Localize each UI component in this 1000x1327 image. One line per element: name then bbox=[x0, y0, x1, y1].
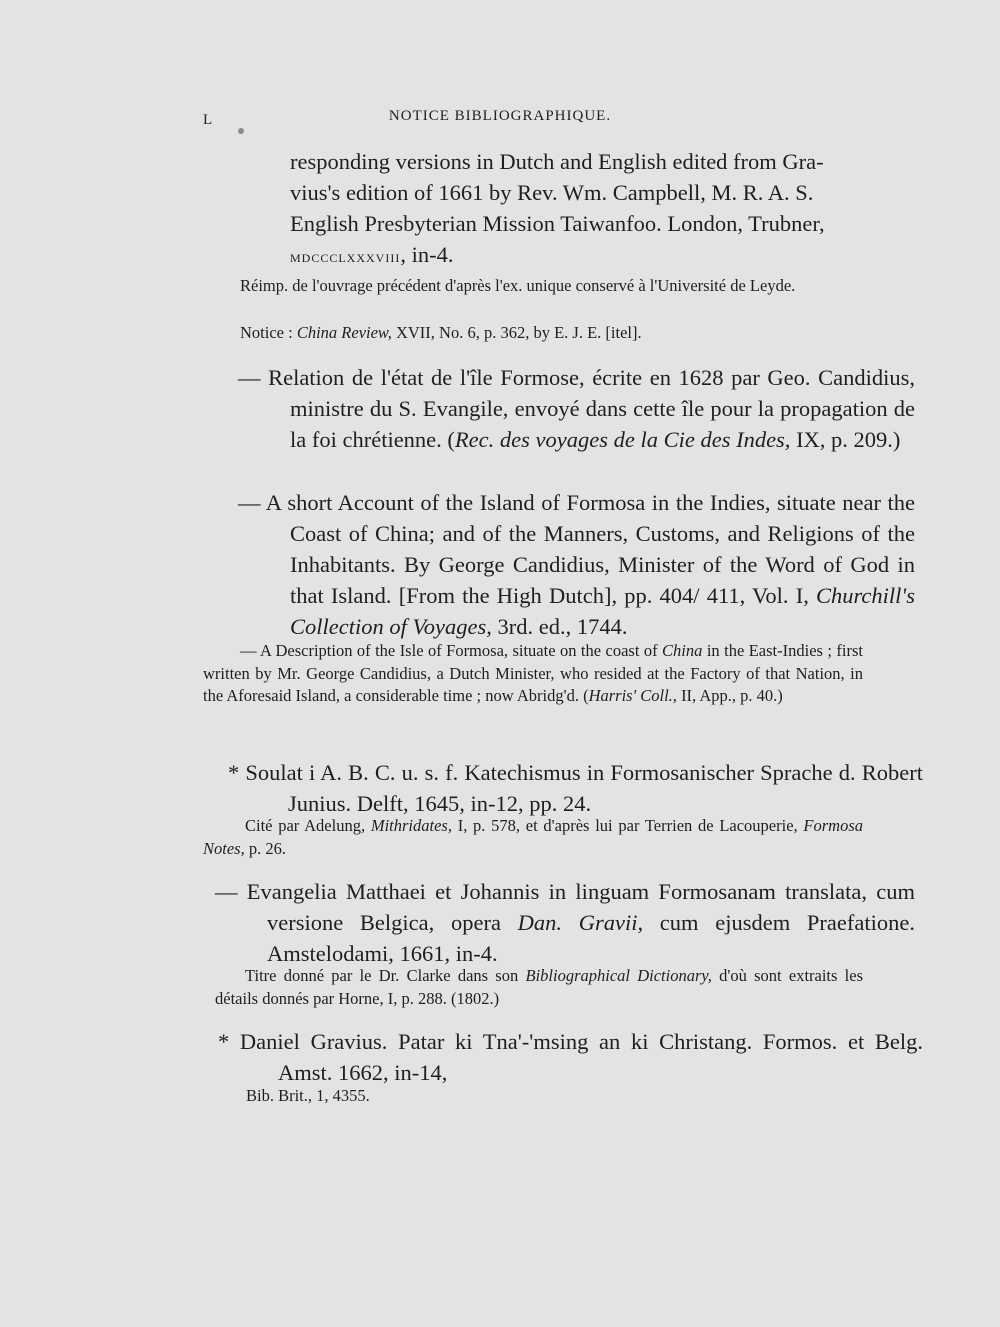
entry-continuation-line-1: responding versions in Dutch and English edited from Gra- bbox=[290, 149, 824, 174]
notice-label: Notice : bbox=[240, 323, 297, 342]
adelung-note-text: Cité par Adelung, bbox=[245, 816, 371, 835]
entry-relation-source: Rec. des voyages de la Cie des Indes, bbox=[454, 427, 791, 452]
entry-relation-text: — Relation de l'état de l'île Formose, écrite en 1628 par Geo. Candidius, ministre du S. Evangile, envoyé dans cette île pour la propagation de la foi chrétienne. ( bbox=[238, 365, 915, 452]
clarke-note bbox=[215, 965, 863, 1010]
clarke-note-work: Bibliographical Dictionary, bbox=[525, 966, 712, 985]
entry-short-account-source: Churchill's Collection of Voyages, bbox=[290, 583, 915, 639]
ink-speck bbox=[238, 128, 244, 134]
adelung-note-work: Mithridates, bbox=[370, 816, 452, 835]
entry-evangelia-translator: Dan. Gravii, bbox=[517, 910, 644, 935]
description-note-text-2: in the East-Indies ; first written by Mr. George Candidius, a Dutch Minister, who resided at the Factory of that Nation, in the Aforesaid Island, a considerable time ; now Abridg'd. ( bbox=[203, 641, 863, 705]
description-note-source: Harris' Coll., bbox=[588, 686, 677, 705]
format: , in-4. bbox=[400, 242, 454, 267]
clarke-note-ref: d'où sont extraits les détails donnés par Horne, I, p. 288. (1802.) bbox=[215, 966, 864, 1008]
description-note bbox=[203, 640, 863, 708]
entry-evangelia bbox=[215, 876, 915, 969]
bib-brit-note: Bib. Brit., 1, 4355. bbox=[246, 1086, 370, 1105]
clarke-note-text: Titre donné par le Dr. Clarke dans son bbox=[245, 966, 526, 985]
description-note-place: China bbox=[662, 641, 703, 660]
entry-evangelia-text: — Evangelia Matthaei et Johannis in linguam Formosanam translata, cum versione Belgica, opera bbox=[215, 879, 915, 935]
entry-relation bbox=[238, 362, 915, 455]
notice-note bbox=[240, 322, 880, 345]
adelung-note-ref: p. 26. bbox=[244, 838, 286, 858]
entry-relation-ref: IX, p. 209.) bbox=[790, 427, 901, 452]
running-head-title: NOTICE BIBLIOGRAPHIQUE. bbox=[388, 108, 612, 124]
entry-continuation-line-4 bbox=[290, 239, 865, 272]
reprint-note: Réimp. de l'ouvrage précédent d'après l'ex. unique conservé à l'Université de Leyde. bbox=[240, 276, 796, 295]
entry-short-account-text: — A short Account of the Island of Formosa in the Indies, situate near the Coast of China; and of the Manners, Customs, and Religions of the Inhabitants. By George Candidius, Minister of the Word of God in that Island. [From the High Dutch], pp. 404/ 411, Vol. I, bbox=[238, 490, 915, 608]
entry-soulat: * Soulat i A. B. C. u. s. f. Katechismus in Formosanischer Sprache d. Robert Junius. Delft, 1645, in-12, pp. 24. bbox=[228, 760, 923, 816]
description-note-ref: II, App., p. 40.) bbox=[676, 686, 783, 705]
adelung-note-work-2: Formosa Notes, bbox=[203, 816, 863, 858]
entry-short-account bbox=[238, 487, 915, 642]
journal-title: China Review, bbox=[296, 323, 392, 342]
entry-evangelia-ref: cum ejusdem Praefatione. Amstelodami, 1661, in-4. bbox=[267, 910, 915, 966]
entry-gravius: * Daniel Gravius. Patar ki Tna'-'msing an ki Christang. Formos. et Belg. Amst. 1662, in-14, bbox=[218, 1029, 923, 1085]
roman-date: mdccclxxxviii bbox=[290, 247, 401, 266]
adelung-note-text-2: I, p. 578, et d'après lui par Terrien de Lacouperie, bbox=[451, 816, 804, 835]
notice-ref: XVII, No. 6, p. 362, by E. J. E. [itel]. bbox=[391, 323, 642, 342]
description-note-text: — A Description of the Isle of Formosa, situate on the coast of bbox=[240, 641, 663, 660]
page-folio: L bbox=[203, 112, 214, 128]
entry-continuation-line-3: English Presbyterian Mission Taiwanfoo. London, Trubner, bbox=[290, 211, 825, 236]
entry-continuation-line-2: vius's edition of 1661 by Rev. Wm. Campbell, M. R. A. S. bbox=[290, 180, 814, 205]
entry-continuation bbox=[290, 146, 865, 272]
entry-short-account-ref: 3rd. ed., 1744. bbox=[491, 614, 628, 639]
adelung-note bbox=[203, 815, 863, 860]
